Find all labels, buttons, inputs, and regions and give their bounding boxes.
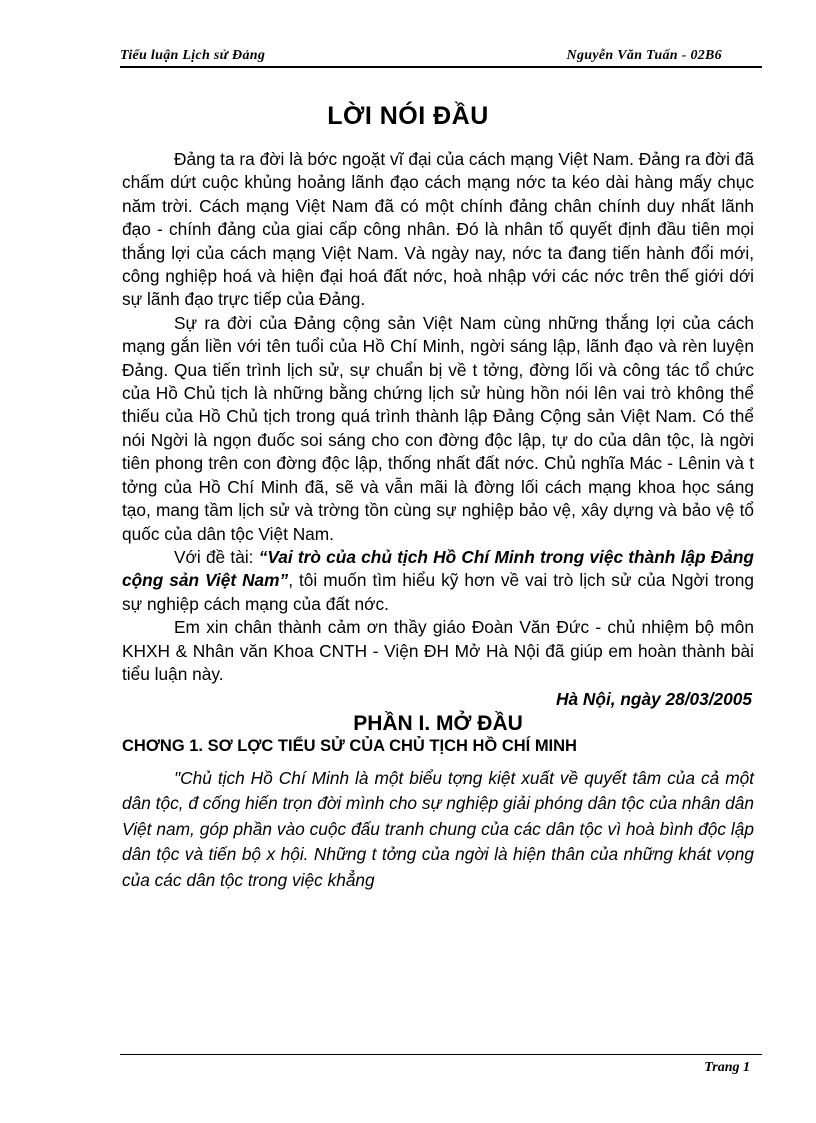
quote-paragraph: "Chủ tịch Hồ Chí Minh là một biểu tợng kiệt xuất về quyết tâm của cả một dân tộc, đ cống hiến trọn đời mình cho sự nghiệp giải phóng dân tộc của nhân dân Việt nam, góp phần vào cuộc đấu tranh chung của các dân tộc vì hoà bình độc lập dân tộc và tiến bộ x hội. Những t tởng của ngời là hiện thân của những khát vọng của các dân tộc trong việc khẳng [122, 767, 754, 890]
footer-divider [120, 1054, 762, 1055]
paragraph-3-rest: , tôi muốn tìm hiểu kỹ hơn về vai trò lịch sử của Ngời trong sự nghiệp cách mạng của đất nớc. [122, 570, 754, 614]
chapter-heading: CHƠNG 1. SƠ LỢC TIỂU SỬ CỦA CHỦ TỊCH HỒ CHÍ MINH [122, 736, 577, 755]
header-course-title: Tiểu luận Lịch sử Đảng [120, 48, 266, 63]
paragraph-3 [122, 546, 754, 616]
quote-block [122, 766, 754, 894]
part-heading: PHẦN I. MỞ ĐẦU [353, 711, 523, 735]
paragraph-3-intro: Với đề tài: [174, 546, 259, 567]
paragraph-1: Đảng ta ra đời là bớc ngoặt vĩ đại của cách mạng Việt Nam. Đảng ra đời đã chấm dứt cuộc khủng hoảng lãnh đạo cách mạng nớc ta kéo dài hàng mấy chục năm trời. Cách mạng Việt Nam đã có một chính đảng chân chính duy nhất lãnh đạo - chính đảng của giai cấp công nhân. Đó là nhân tố quyết định đầu tiên mọi thắng lợi của cách mạng Việt Nam. Và ngày nay, nớc ta đang tiến hành đổi mới, công nghiệp hoá và hiện đại hoá đất nớc, hoà nhập với các nớc trên thế giới dới sự lãnh đạo trực tiếp của Đảng. [122, 149, 754, 310]
document-body [122, 148, 754, 893]
topic-title: “Vai trò của chủ tịch Hồ Chí Minh trong việc thành lập Đảng cộng sản Việt Nam” [122, 546, 754, 591]
paragraph-4: Em xin chân thành cảm ơn thầy giáo Đoàn Văn Đức - chủ nhiệm bộ môn KHXH & Nhân văn Khoa CNTH - Viện ĐH Mở Hà Nội đã giúp em hoàn thành bài tiểu luận này. [122, 617, 754, 684]
page-title: LỜI NÓI ĐẦU [327, 102, 489, 130]
page-number: Trang 1 [704, 1060, 750, 1075]
page-header [120, 44, 762, 68]
signoff-date: Hà Nội, ngày 28/03/2005 [556, 689, 752, 710]
paragraph-2: Sự ra đời của Đảng cộng sản Việt Nam cùng những thắng lợi của cách mạng gắn liền với tên tuổi của Hồ Chí Minh, ngời sáng lập, lãnh đạo và rèn luyện Đảng. Qua tiến trình lịch sử, sự chuẩn bị về t tởng, đờng lối và công tác tổ chức của Hồ Chủ tịch là những bằng chứng lịch sử hùng hồn nói lên vai trò không thể thiếu của Hồ Chủ tịch trong quá trình thành lập Đảng Cộng sản Việt Nam. Có thể nói Ngời là ngọn đuốc soi sáng cho con đờng độc lập, tự do của dân tộc, là ngời tiên phong trên con đờng độc lập, thống nhất đất nớc. Chủ nghĩa Mác - Lênin và t tởng của Hồ Chí Minh đã, sẽ và vẫn mãi là đờng lối cách mạng khoa học sáng tạo, mang tầm lịch sử và trờng tồn cùng sự nghiệp bảo vệ, xây dựng và bảo vệ tổ quốc của dân tộc Việt Nam. [122, 312, 754, 544]
header-author: Nguyễn Văn Tuấn - 02B6 [566, 48, 722, 63]
